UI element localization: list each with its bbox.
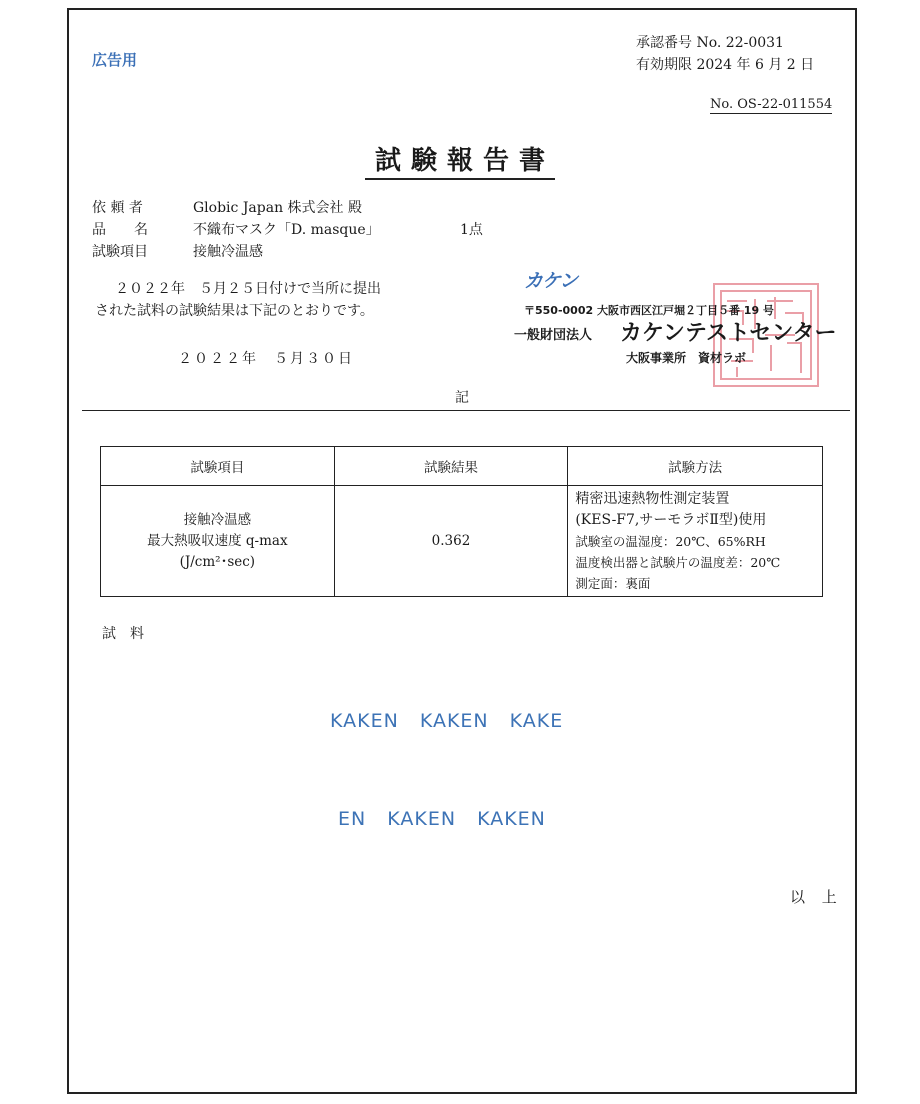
product-value: 不織布マスク「D. masque」 bbox=[193, 222, 380, 238]
advertising-use-label: 広告用 bbox=[92, 51, 138, 69]
cell-test-result: 0.362 bbox=[334, 486, 568, 597]
issuer-address: 〒550-0002 大阪市西区江戸堀２丁目５番 19 号 bbox=[524, 304, 774, 317]
issuer-org-prefix: 一般財団法人 bbox=[514, 328, 593, 343]
table-row bbox=[101, 486, 823, 597]
intro-line-1: ２０２２年 ５月２５日付けで当所に提出 bbox=[115, 281, 381, 297]
test-item-label: 試験項目 bbox=[92, 244, 148, 260]
approval-number: 承認番号 No. 22-0031 bbox=[636, 35, 784, 51]
issuer-org-name: カケンテストセンター bbox=[620, 321, 837, 346]
document-number: No. OS-22-011554 bbox=[710, 97, 833, 112]
item-line: 最大熱吸収速度 q-max bbox=[147, 532, 288, 549]
product-quantity: 1点 bbox=[460, 222, 483, 238]
intro-line-2: された試料の試験結果は下記のとおりです。 bbox=[95, 303, 374, 319]
sample-fabric-print-row-1: KAKEN KAKEN KAKE bbox=[330, 710, 564, 732]
method-line: 温度検出器と試験片の温度差：20℃ bbox=[575, 554, 781, 570]
cell-test-item bbox=[101, 486, 335, 597]
header-test-item: 試験項目 bbox=[101, 447, 335, 486]
sample-label: 試 料 bbox=[102, 626, 144, 642]
test-item-value: 接触冷温感 bbox=[193, 244, 263, 260]
table-header-row bbox=[101, 447, 823, 486]
page-title-text: 試験報告書 bbox=[365, 146, 555, 180]
method-line: (KES-F7,サーモラボⅡ型)使用 bbox=[575, 511, 767, 528]
item-line: 接触冷温感 bbox=[183, 511, 252, 528]
header-test-method: 試験方法 bbox=[568, 447, 823, 486]
product-label: 品 名 bbox=[92, 222, 148, 238]
header-test-result: 試験結果 bbox=[334, 447, 568, 486]
method-line: 測定面：裏面 bbox=[575, 575, 651, 591]
method-line: 試験室の温湿度：20℃、65%RH bbox=[575, 533, 766, 549]
closing-mark: 以 上 bbox=[790, 888, 843, 906]
results-table bbox=[100, 446, 823, 597]
item-line: (J/cm²･sec) bbox=[179, 553, 256, 570]
intro-text bbox=[95, 278, 381, 322]
record-mark: 記 bbox=[455, 390, 469, 406]
approval-info bbox=[636, 32, 814, 76]
kaken-logo: カケン bbox=[524, 270, 578, 292]
section-divider bbox=[82, 410, 850, 411]
client-label: 依 頼 者 bbox=[92, 200, 143, 216]
validity-date: 有効期限 2024 年 6 月 2 日 bbox=[636, 57, 815, 73]
method-line: 精密迅速熱物性測定装置 bbox=[575, 490, 730, 507]
sample-fabric-print-row-2: EN KAKEN KAKEN bbox=[338, 808, 546, 830]
issuer-branch: 大阪事業所 資材ラボ bbox=[626, 351, 747, 365]
cell-test-method bbox=[568, 486, 823, 597]
client-value: Globic Japan 株式会社 殿 bbox=[193, 200, 363, 216]
report-date: ２０２２年 ５月３０日 bbox=[178, 351, 354, 367]
page-title bbox=[0, 140, 920, 177]
